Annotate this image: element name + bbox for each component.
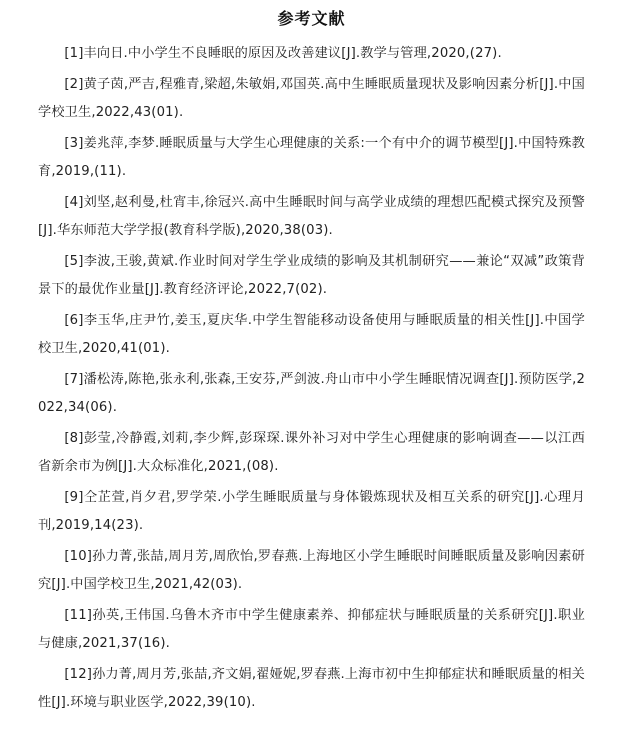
reference-item-8: [8]彭莹,冷静霞,刘莉,李少辉,彭琛琛.课外补习对中学生心理健康的影响调查——以江西省新余市为例[J].大众标准化,2021,(08). [38, 430, 585, 474]
reference-item-7: [7]潘松涛,陈艳,张永利,张森,王安芬,严剑波.舟山市中小学生睡眠情况调查[J].预防医学,2022,34(06). [38, 371, 585, 415]
reference-item-3: [3]姜兆萍,李梦.睡眠质量与大学生心理健康的关系:一个有中介的调节模型[J].中国特殊教育,2019,(11). [38, 135, 585, 179]
reference-item-5: [5]李波,王骏,黄斌.作业时间对学生学业成绩的影响及其机制研究——兼论“双减”政策背景下的最优作业量[J].教育经济评论,2022,7(02). [38, 253, 585, 297]
reference-item-9: [9]仝芷萱,肖夕君,罗学荣.小学生睡眠质量与身体锻炼现状及相互关系的研究[J].心理月刊,2019,14(23). [38, 489, 585, 533]
reference-list [38, 40, 585, 718]
reference-item-10: [10]孙力菁,张喆,周月芳,周欣怡,罗春燕.上海地区小学生睡眠时间睡眠质量及影响因素研究[J].中国学校卫生,2021,42(03). [38, 548, 585, 592]
reference-item-4: [4]刘坚,赵利曼,杜宵丰,徐冠兴.高中生睡眠时间与高学业成绩的理想匹配模式探究及预警[J].华东师范大学学报(教育科学版),2020,38(03). [38, 194, 585, 238]
reference-item-6: [6]李玉华,庄尹竹,姜玉,夏庆华.中学生智能移动设备使用与睡眠质量的相关性[J].中国学校卫生,2020,41(01). [38, 312, 585, 356]
reference-item-1: [1]丰向日.中小学生不良睡眠的原因及改善建议[J].教学与管理,2020,(27). [64, 46, 502, 61]
reference-item-12: [12]孙力菁,周月芳,张喆,齐文娟,翟娅妮,罗春燕.上海市初中生抑郁症状和睡眠质量的相关性[J].环境与职业医学,2022,39(10). [38, 666, 585, 710]
reference-item-11: [11]孙英,王伟国.乌鲁木齐市中学生健康素养、抑郁症状与睡眠质量的关系研究[J].职业与健康,2021,37(16). [38, 607, 585, 651]
reference-item-2: [2]黄子茵,严吉,程雅青,梁超,朱敏娟,邓国英.高中生睡眠质量现状及影响因素分析[J].中国学校卫生,2022,43(01). [38, 76, 585, 120]
page-title: 参考文献 [277, 9, 346, 28]
